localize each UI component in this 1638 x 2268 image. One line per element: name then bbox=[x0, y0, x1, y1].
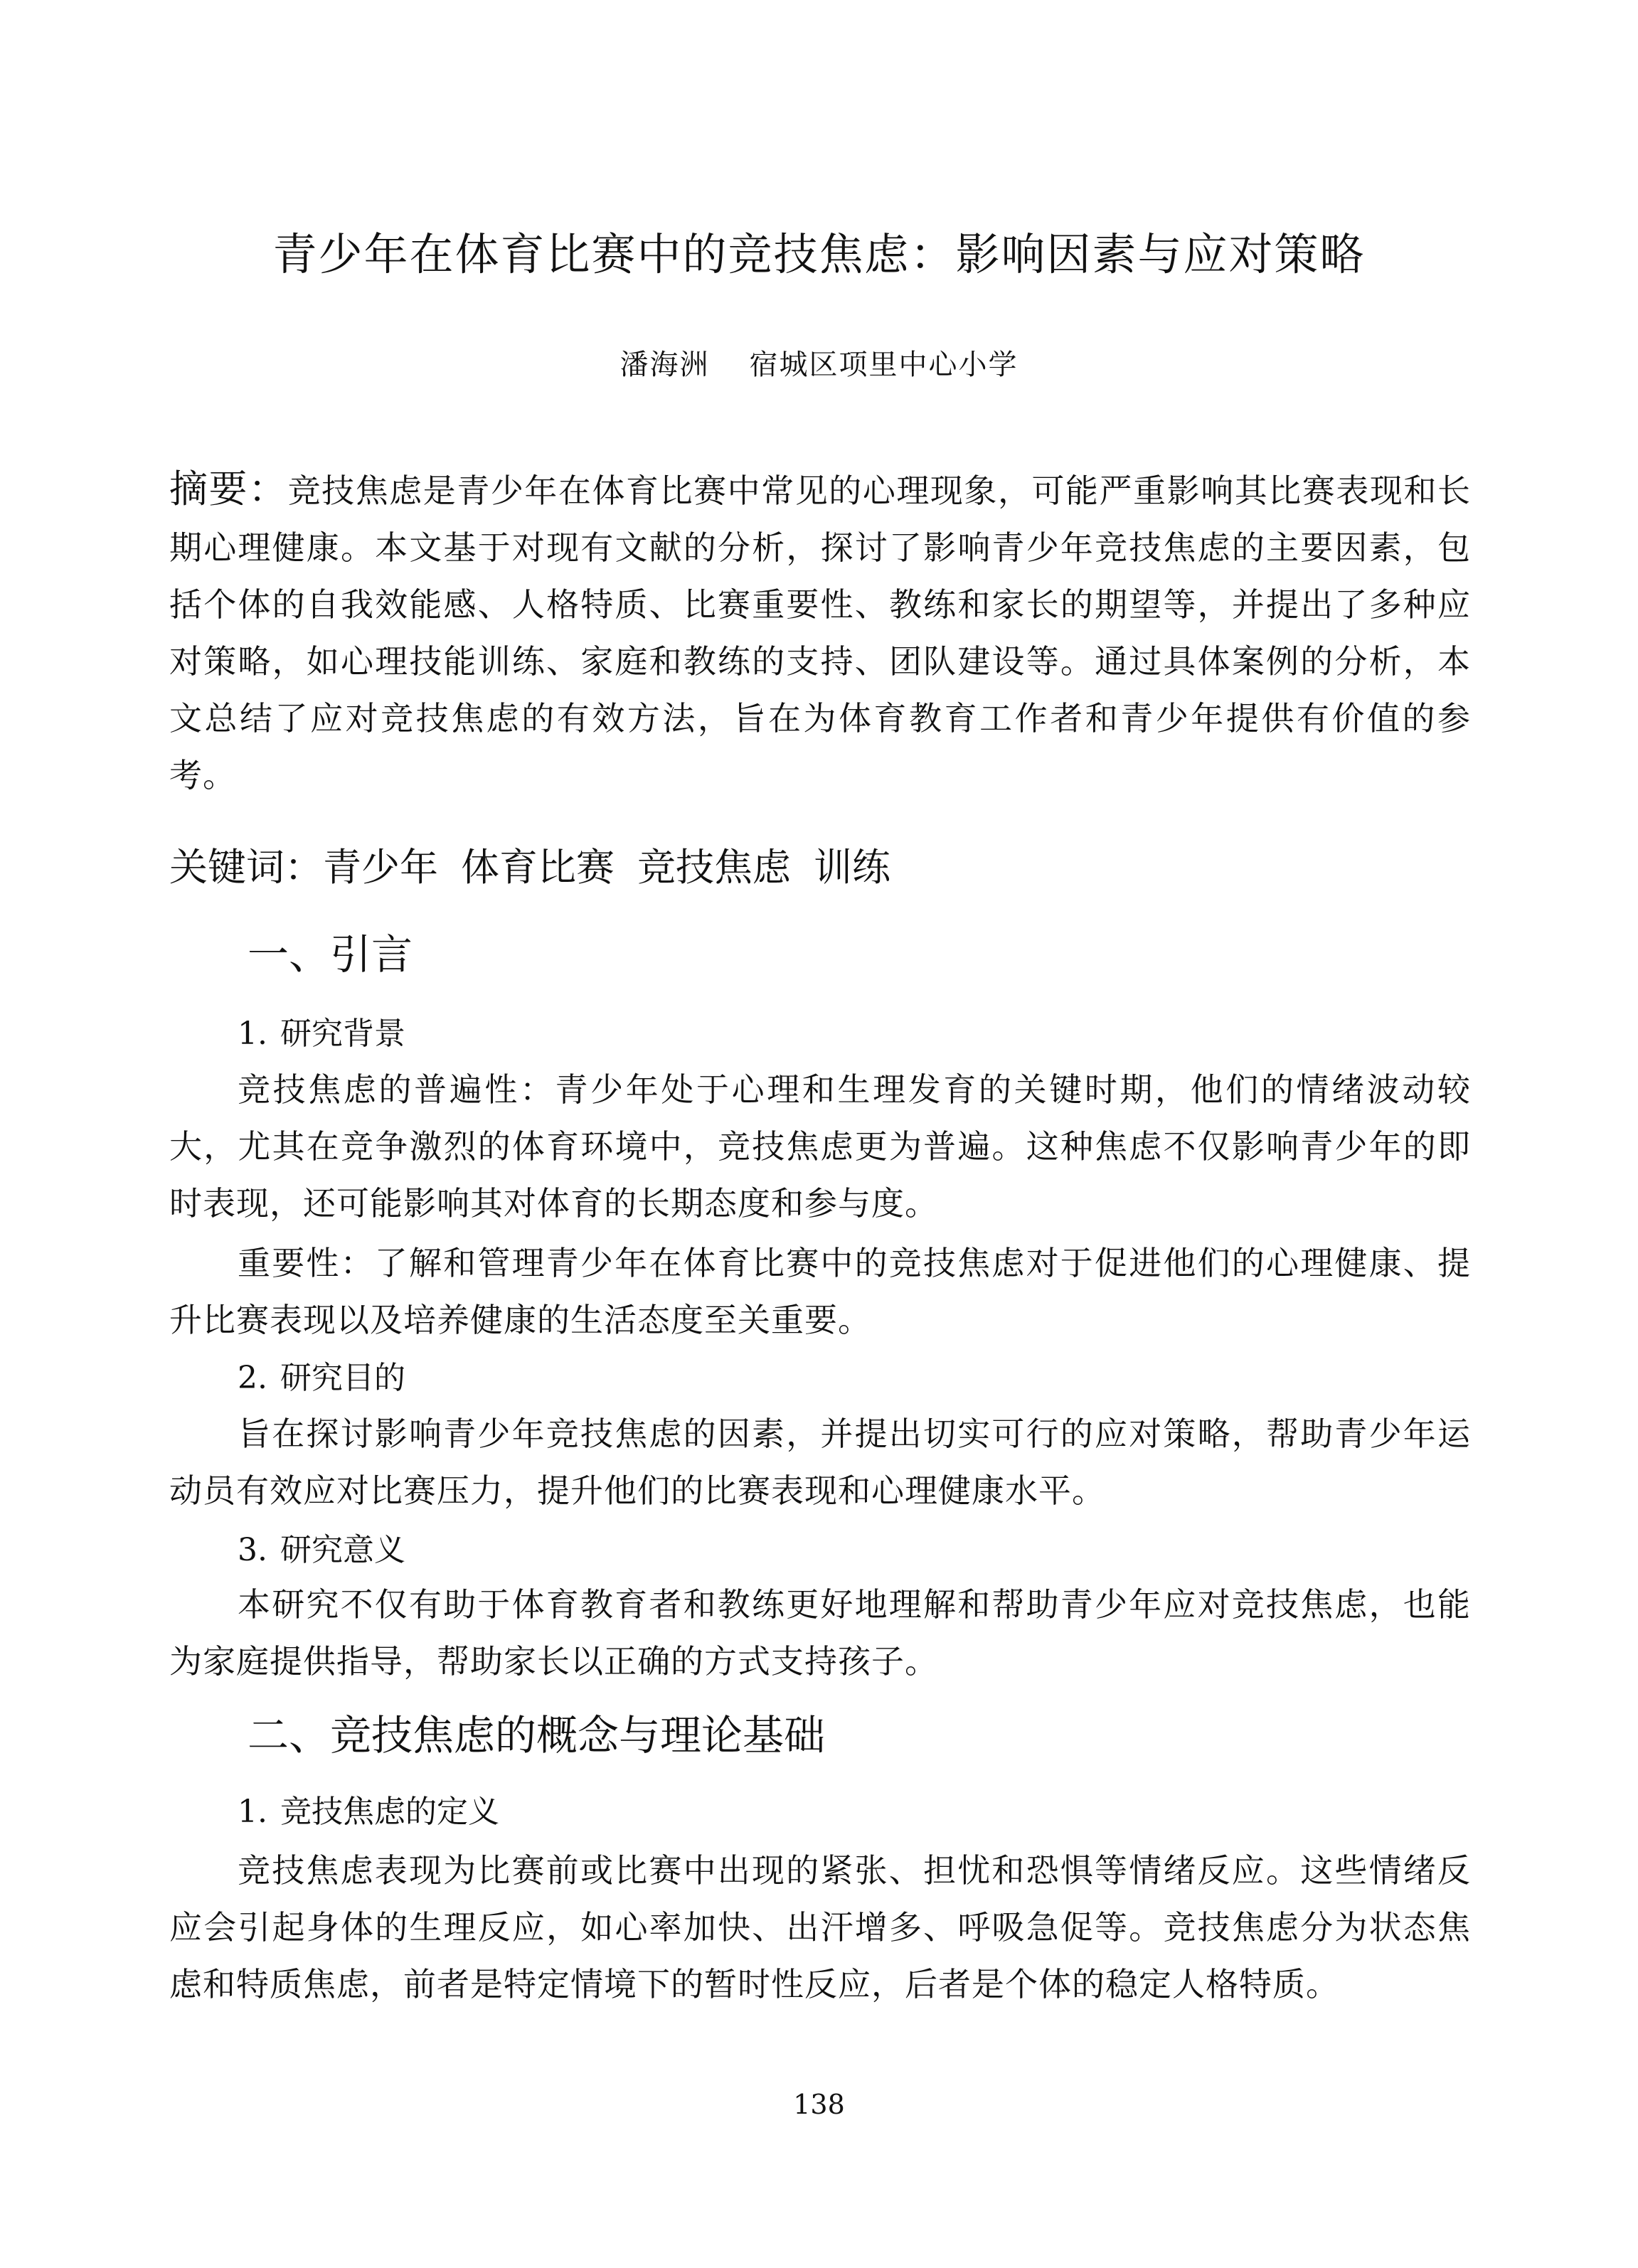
author-affiliation: 宿城区项里中心小学 bbox=[749, 348, 1019, 381]
abstract-text: 竞技焦虑是青少年在体育比赛中常见的心理现象，可能严重影响其比赛表现和长期心理健康。本文基于对现有文献的分析，探讨了影响青少年竞技焦虑的主要因素，包括个体的自我效能感、人格特质、比赛重要性、教练和家长的期望等，并提出了多种应对策略，如心理技能训练、家庭和教练的支持、团队建设等。通过具体案例的分析，本文总结了应对竞技焦虑的有效方法，旨在为体育教育工作者和青少年提供有价值的参考。 bbox=[169, 472, 1472, 794]
body-paragraph: 旨在探讨影响青少年竞技焦虑的因素，并提出切实可行的应对策略，帮助青少年运动员有效应对比赛压力，提升他们的比赛表现和心理健康水平。 bbox=[169, 1415, 1471, 1510]
subsection-number: 2. bbox=[238, 1360, 267, 1396]
keywords-label: 关键词： bbox=[169, 845, 323, 890]
author-line bbox=[0, 345, 1638, 385]
subsection-heading bbox=[238, 1791, 499, 1833]
subsection-heading bbox=[238, 1357, 405, 1400]
page-number: 138 bbox=[793, 2089, 845, 2120]
subsection-title: 研究目的 bbox=[280, 1360, 405, 1396]
keyword-item: 竞技焦虑 bbox=[637, 845, 791, 890]
subsection-number: 1. bbox=[238, 1016, 267, 1052]
subsection-heading bbox=[238, 1529, 405, 1572]
abstract-label: 摘要： bbox=[169, 467, 288, 511]
body-paragraph: 竞技焦虑表现为比赛前或比赛中出现的紧张、担忧和恐惧等情绪反应。这些情绪反应会引起身体的生理反应，如心率加快、出汗增多、呼吸急促等。竞技焦虑分为状态焦虑和特质焦虑，前者是特定情境下的暂时性反应，后者是个体的稳定人格特质。 bbox=[169, 1851, 1471, 2003]
subsection-title: 研究意义 bbox=[280, 1532, 405, 1568]
keywords bbox=[169, 839, 1471, 896]
body-paragraph: 重要性：了解和管理青少年在体育比赛中的竞技焦虑对于促进他们的心理健康、提升比赛表现以及培养健康的生活态度至关重要。 bbox=[169, 1244, 1471, 1339]
subsection-title: 研究背景 bbox=[280, 1016, 405, 1052]
body-paragraph: 竞技焦虑的普遍性：青少年处于心理和生理发育的关键时期，他们的情绪波动较大，尤其在竞争激烈的体育环境中，竞技焦虑更为普遍。这种焦虑不仅影响青少年的即时表现，还可能影响其对体育的长期态度和参与度。 bbox=[169, 1070, 1471, 1223]
subsection-number: 3. bbox=[238, 1532, 267, 1568]
body-paragraph: 本研究不仅有助于体育教育者和教练更好地理解和帮助青少年应对竞技焦虑，也能为家庭提供指导，帮助家长以正确的方式支持孩子。 bbox=[169, 1585, 1471, 1681]
section-heading-concepts: 二、竞技焦虑的概念与理论基础 bbox=[248, 1711, 826, 1759]
keyword-item: 青少年 bbox=[323, 845, 438, 890]
subsection-number: 1. bbox=[238, 1794, 267, 1830]
keyword-item: 体育比赛 bbox=[461, 845, 615, 890]
keyword-item: 训练 bbox=[814, 845, 890, 890]
subsection-title: 竞技焦虑的定义 bbox=[280, 1794, 499, 1830]
subsection-heading bbox=[238, 1013, 405, 1055]
section-heading-introduction: 一、引言 bbox=[248, 930, 413, 979]
abstract bbox=[169, 461, 1471, 804]
paper-title: 青少年在体育比赛中的竞技焦虑：影响因素与应对策略 bbox=[272, 228, 1366, 280]
author-name: 潘海洲 bbox=[619, 348, 710, 381]
